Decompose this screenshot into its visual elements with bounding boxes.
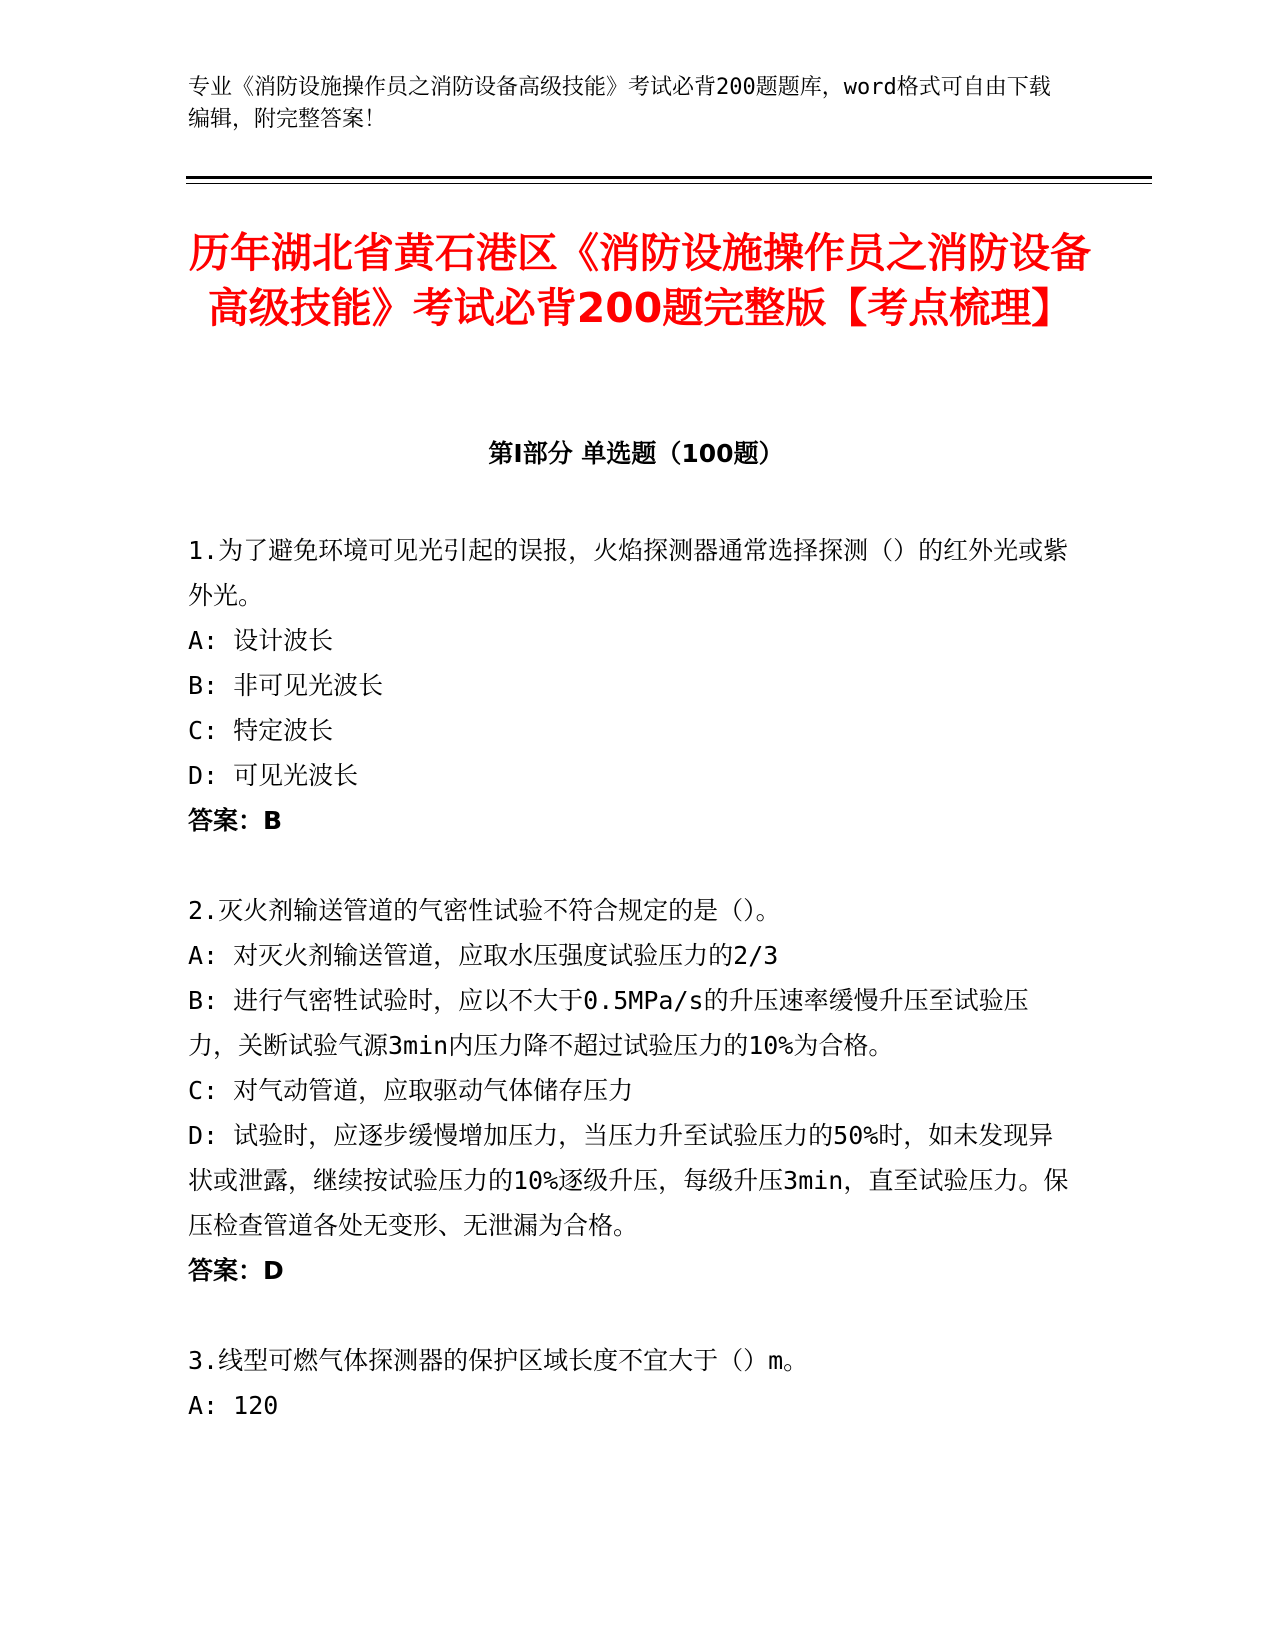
option-a: A: 设计波长 [188, 626, 334, 655]
question-1 [188, 528, 1070, 843]
option-b: B: 进行气密牲试验时，应以不大于0.5MPa/s的升压速率缓慢升压至试验压力，关断试验气源3min内压力降不超过试验压力的10%为合格。 [188, 986, 1029, 1060]
question-text: 3.线型可燃气体探测器的保护区域长度不宜大于（）m。 [188, 1346, 809, 1375]
section-title: 第I部分 单选题（100题） [488, 439, 784, 468]
answer: 答案：D [188, 1256, 284, 1285]
answer: 答案：B [188, 806, 283, 835]
option-d: D: 试验时，应逐步缓慢增加压力，当压力升至试验压力的50%时，如未发现异状或泄露，继续按试验压力的10%逐级升压，每级升压3min，直至试验压力。保压检查管道各处无变形、无泄漏为合格。 [188, 1121, 1069, 1240]
option-c: C: 特定波长 [188, 716, 334, 745]
header-divider-thick [186, 176, 1152, 179]
header-note: 专业《消防设施操作员之消防设备高级技能》考试必背200题题库，word格式可自由下载编辑，附完整答案！ [188, 75, 1051, 132]
question-list [188, 528, 1070, 1473]
option-b: B: 非可见光波长 [188, 671, 384, 700]
header-divider-thin [186, 183, 1152, 184]
question-text: 1.为了避免环境可见光引起的误报，火焰探测器通常选择探测（）的红外光或紫外光。 [188, 536, 1069, 610]
option-a: A: 120 [188, 1391, 279, 1420]
option-a: A: 对灭火剂输送管道，应取水压强度试验压力的2/3 [188, 941, 779, 970]
question-2 [188, 888, 1070, 1293]
document-title: 历年湖北省黄石港区《消防设施操作员之消防设备高级技能》考试必背200题完整版【考点梳理】 [189, 229, 1091, 332]
option-d: D: 可见光波长 [188, 761, 359, 790]
question-text: 2.灭火剂输送管道的气密性试验不符合规定的是（）。 [188, 896, 781, 925]
question-3 [188, 1338, 1070, 1428]
option-c: C: 对气动管道，应取驱动气体储存压力 [188, 1076, 634, 1105]
